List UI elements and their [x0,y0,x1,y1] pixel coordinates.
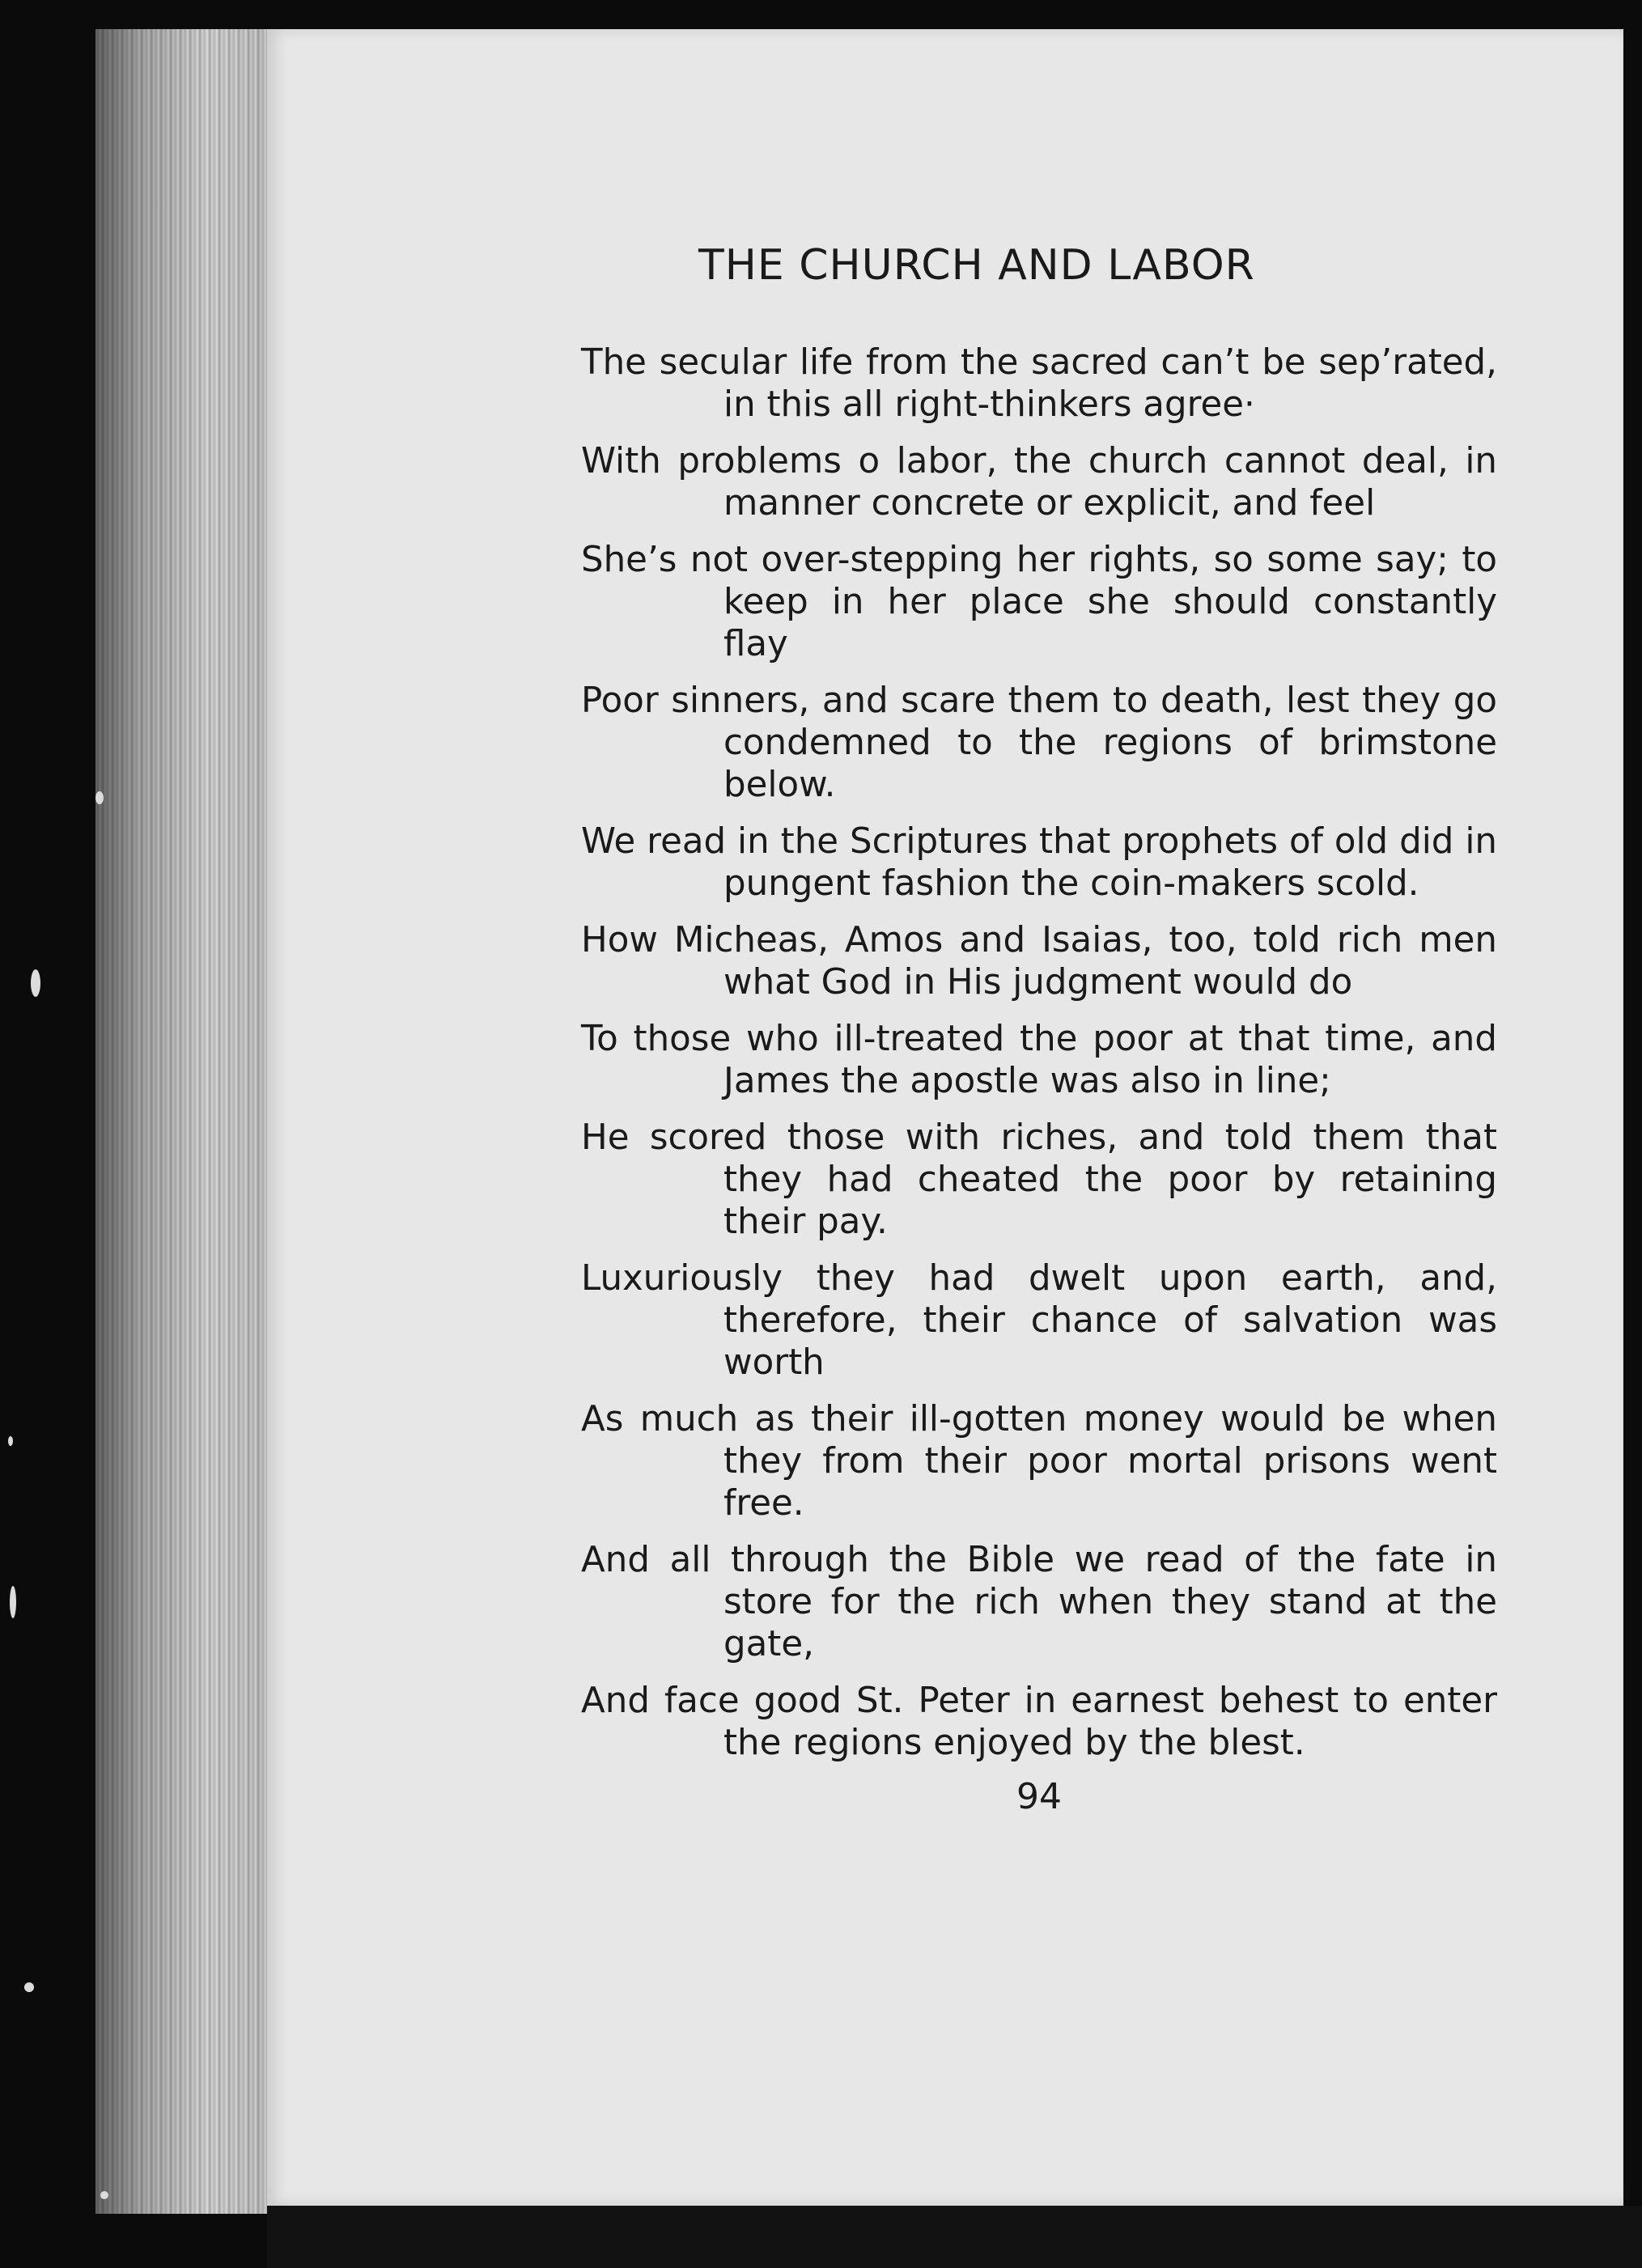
poem-stanza: And face good St. Peter in earnest behest to enter the regions enjoyed by the blest. [581,1681,1497,1763]
scan-speck [10,1586,16,1618]
poem-stanza: Poor sinners, and scare them to death, lest they go condemned to the regions of brimstone below. [581,680,1497,805]
page-number: 94 [1016,1776,1062,1817]
poem-stanza: We read in the Scriptures that prophets of old did in pungent fashion the coin-makers scold. [581,821,1497,904]
poem-stanza: Luxuriously they had dwelt upon earth, and, therefore, their chance of salvation was worth [581,1258,1497,1383]
poem-stanza: How Micheas, Amos and Isaias, too, told rich men what God in His judgment would do [581,920,1497,1003]
poem-stanza: With problems o labor, the church cannot deal, in manner concrete or explicit, and feel [581,441,1497,524]
scan-speck [95,791,104,804]
poem-stanza: As much as their ill-gotten money would be when they from their poor mortal prisons went free. [581,1399,1497,1524]
book-page [267,29,1623,2206]
scan-speck [8,1436,13,1446]
page-stack-shadow [95,29,282,2214]
poem-body [581,341,1497,1778]
poem-stanza: She’s not over-stepping her rights, so some say; to keep in her place she should constantly flay [581,540,1497,664]
poem-stanza: And all through the Bible we read of the fate in store for the rich when they stand at the gate, [581,1540,1497,1664]
poem-stanza: The secular life from the sacred can’t be sep’rated, in this all right-thinkers agree· [581,342,1497,425]
scan-speck [100,2191,108,2199]
scan-speck [31,969,40,997]
page-heading: THE CHURCH AND LABOR [698,241,1255,290]
poem-stanza: He scored those with riches, and told them that they had cheated the poor by retaining their pay. [581,1117,1497,1242]
poem-stanza: To those who ill-treated the poor at that time, and James the apostle was also in line; [581,1019,1497,1101]
scan-speck [24,1982,34,1992]
scan-bottom-border [267,2206,1642,2268]
